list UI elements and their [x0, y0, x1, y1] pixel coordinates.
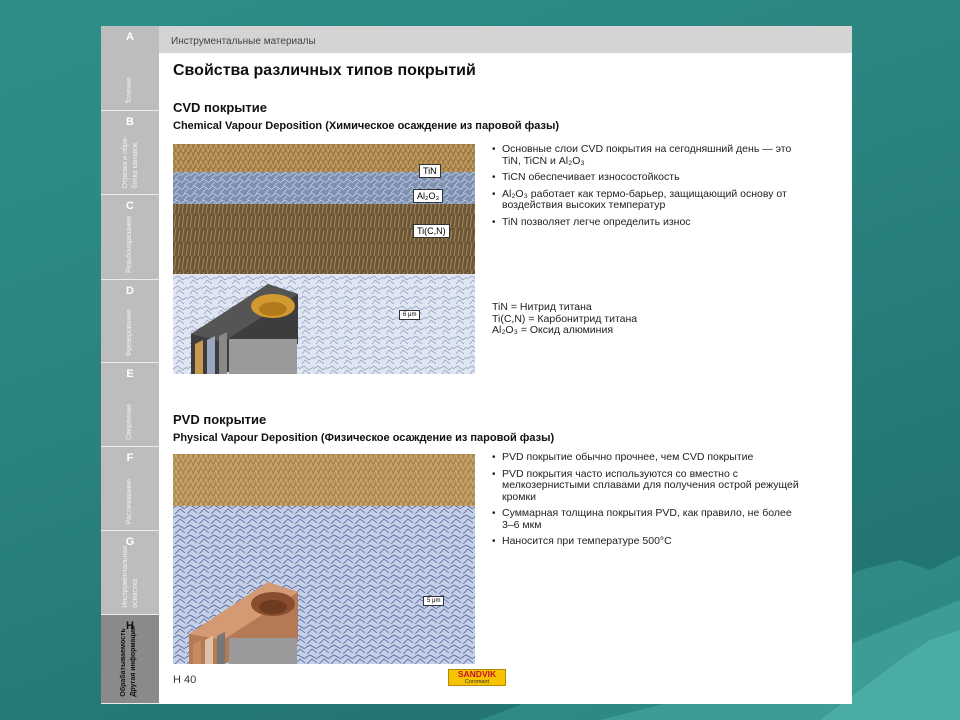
cvd-subtitle: Chemical Vapour Deposition (Химическое осаждение из паровой фазы): [173, 120, 560, 132]
page-number: H 40: [173, 674, 197, 686]
scale-bar: 6 μm: [399, 310, 420, 320]
sidebar-item-d[interactable]: [101, 280, 159, 363]
list-item: • Наносится при температуре 500°C: [492, 536, 802, 548]
sidebar-letter: D: [126, 285, 134, 297]
sidebar-letter: C: [126, 200, 134, 212]
section-name: Инструментальные материалы: [171, 36, 316, 47]
sidebar-label: Инструментальная оснастка: [122, 546, 139, 608]
label-ticn: Ti(C,N): [413, 224, 450, 238]
sidebar-item-f[interactable]: [101, 447, 159, 531]
list-item: • PVD покрытия часто используются со вместно с мелкозернистыми сплавами для получения острой режущей кромки: [492, 469, 802, 504]
cvd-legend: [492, 302, 637, 337]
list-item: • Основные слои CVD покрытия на сегодняшний день — это TiN, TiCN и Al₂O₃: [492, 144, 802, 167]
list-item: • PVD покрытие обычно прочнее, чем CVD покрытие: [492, 452, 802, 464]
cvd-title: CVD покрытие: [173, 100, 267, 115]
list-item: • TiCN обеспечивает износостойкость: [492, 172, 802, 184]
document-page: [101, 26, 852, 704]
cvd-micrograph: [173, 144, 475, 374]
sidebar-label: Точение: [126, 77, 133, 104]
sidebar-letter: A: [126, 31, 134, 43]
legend-item: Al₂O₃ = Оксид алюминия: [492, 324, 614, 336]
sidebar-item-c[interactable]: [101, 195, 159, 280]
logo-text: SANDVIK: [457, 669, 497, 679]
list-item: • Суммарная толщина покрытия PVD, как правило, не более 3–6 мкм: [492, 508, 802, 531]
scale-bar: 5 μm: [423, 596, 444, 606]
pvd-micrograph: [173, 454, 475, 664]
logo-subtext: Coromant: [464, 679, 490, 685]
pvd-title: PVD покрытие: [173, 412, 267, 427]
pvd-bullet-list: [492, 452, 802, 553]
legend-item: TiN = Нитрид титана: [492, 301, 592, 313]
list-item: • Al₂O₃ работает как термо-барьер, защищающий основу от воздействия высоких температур: [492, 189, 802, 212]
sidebar-item-g[interactable]: [101, 531, 159, 615]
page-title: Свойства различных типов покрытий: [173, 62, 476, 79]
cvd-bullet-list: [492, 144, 802, 233]
sandvik-logo: [448, 669, 506, 686]
sidebar-letter: E: [126, 368, 134, 380]
sidebar-item-e[interactable]: [101, 363, 159, 447]
sidebar-letter: F: [126, 452, 134, 464]
sidebar-item-b[interactable]: [101, 111, 159, 195]
sidebar-letter: G: [125, 536, 135, 548]
sidebar-label: Фрезерование: [126, 309, 133, 356]
sidebar-item-h[interactable]: [101, 615, 159, 704]
section-header-bar: [159, 26, 852, 53]
sidebar-letter: H: [126, 620, 134, 632]
pvd-subtitle: Physical Vapour Deposition (Физическое осаждение из паровой фазы): [173, 432, 555, 444]
legend-item: Ti(C,N) = Карбонитрид титана: [492, 312, 638, 325]
section-sidebar: [101, 26, 159, 704]
sidebar-item-a[interactable]: [101, 26, 159, 111]
label-al2o3: Al₂O₃: [413, 189, 443, 203]
sidebar-label: Резьбонарезание: [126, 215, 133, 273]
sidebar-label: Растачивание: [126, 478, 133, 524]
sidebar-label: Отрезка и обра- ботка канавок: [122, 135, 139, 188]
sidebar-label: Обрабатываемость Другая информация: [120, 626, 137, 697]
list-item: • TiN позволяет легче определить износ: [492, 217, 802, 229]
sidebar-letter: B: [126, 116, 134, 128]
sidebar-label: Сверление: [126, 404, 133, 440]
label-tin: TiN: [419, 164, 441, 178]
